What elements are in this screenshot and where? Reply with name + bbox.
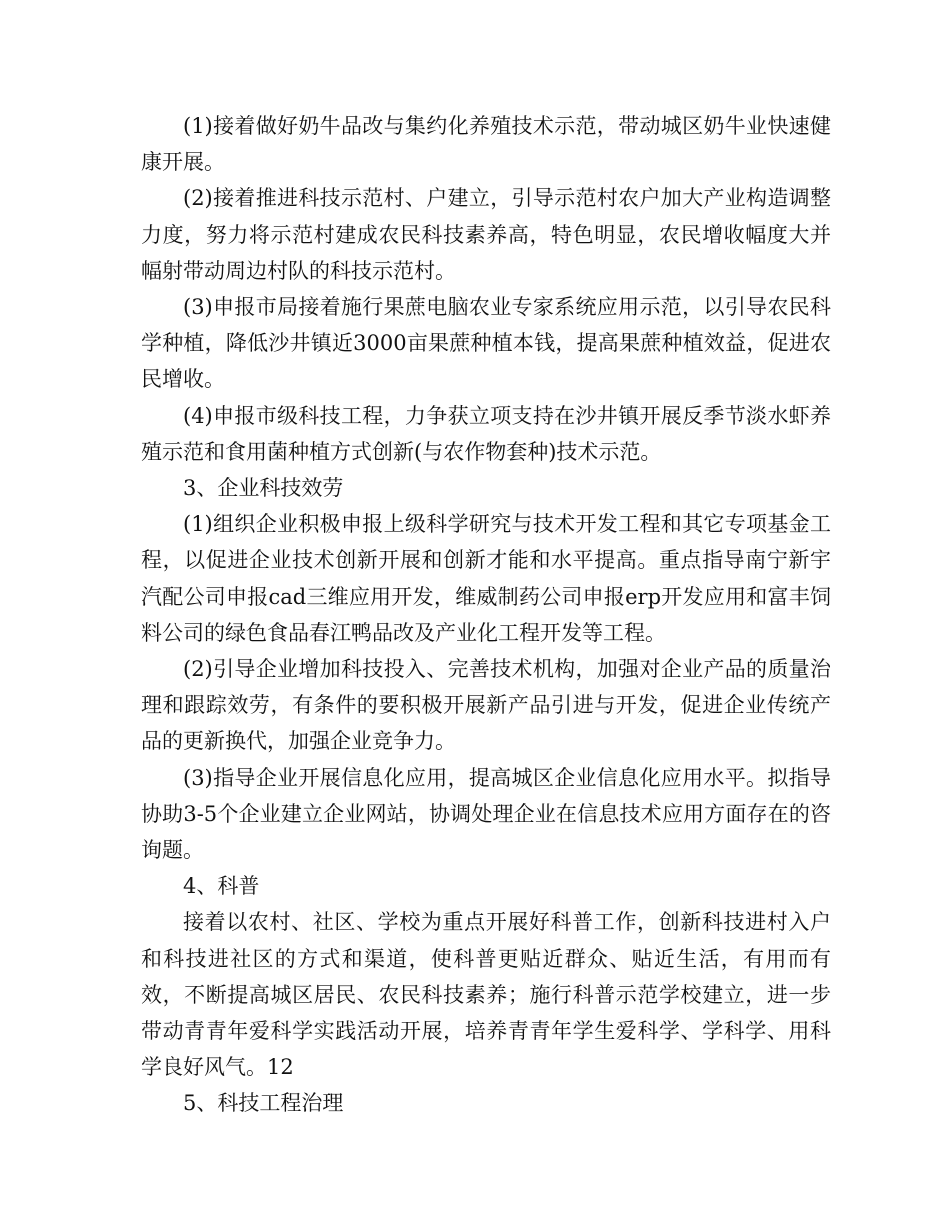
paragraph-enterprise-funding: (1)组织企业积极申报上级科学研究与技术开发工程和其它专项基金工程，以促进企业技术创新开展和创新才能和水平提高。重点指导南宁新宇汽配公司申报cad三维应用开发，维威制药公司申报erp开发应用和富丰饲料公司的绿色食品春江鸭品改及产业化工程开发等工程。 [141,512,831,645]
paragraph-enterprise-informatization: (3)指导企业开展信息化应用，提高城区企业信息化应用水平。拟指导协助3-5个企业建立企业网站，协调处理企业在信息技术应用方面存在的咨询题。 [141,765,831,863]
paragraph-science-popularization: 接着以农村、社区、学校为重点开展好科普工作，创新科技进村入户和科技进社区的方式和渠道，使科普更贴近群众、贴近生活，有用而有效，不断提高城区居民、农民科技素养；施行科普示范学校建立，进一步带动青青年爱科学实践活动开展，培养青青年学生爱科学、学科学、用科学良好风气。12 [141,910,831,1080]
paragraph-dairy-cattle: (1)接着做好奶牛品改与集约化养殖技术示范，带动城区奶牛业快速健康开展。 [141,114,831,175]
section-heading-enterprise-services: 3、企业科技效劳 [183,476,344,501]
paragraph-demo-villages: (2)接着推进科技示范村、户建立，引导示范村农户加大产业构造调整力度，努力将示范村建成农民科技素养高，特色明显，农民增收幅度大并幅射带动周边村队的科技示范村。 [141,186,831,283]
document-page [141,108,831,1122]
paragraph-sugarcane-expert-system: (3)申报市局接着施行果蔗电脑农业专家系统应用示范，以引导农民科学种植，降低沙井镇近3000亩果蔗种植本钱，提高果蔗种植效益，促进农民增收。 [141,295,831,392]
paragraph-enterprise-investment: (2)引导企业增加科技投入、完善技术机构，加强对企业产品的质量治理和跟踪效劳，有条件的要积极开展新产品引进与开发，促进企业传统产品的更新换代，加强企业竞争力。 [141,657,831,754]
section-heading-project-management: 5、科技工程治理 [183,1091,344,1116]
paragraph-city-level-projects: (4)申报市级科技工程，力争获立项支持在沙井镇开展反季节淡水虾养殖示范和食用菌种植方式创新(与农作物套种)技术示范。 [141,403,831,464]
section-heading-science-popularization: 4、科普 [183,874,260,899]
